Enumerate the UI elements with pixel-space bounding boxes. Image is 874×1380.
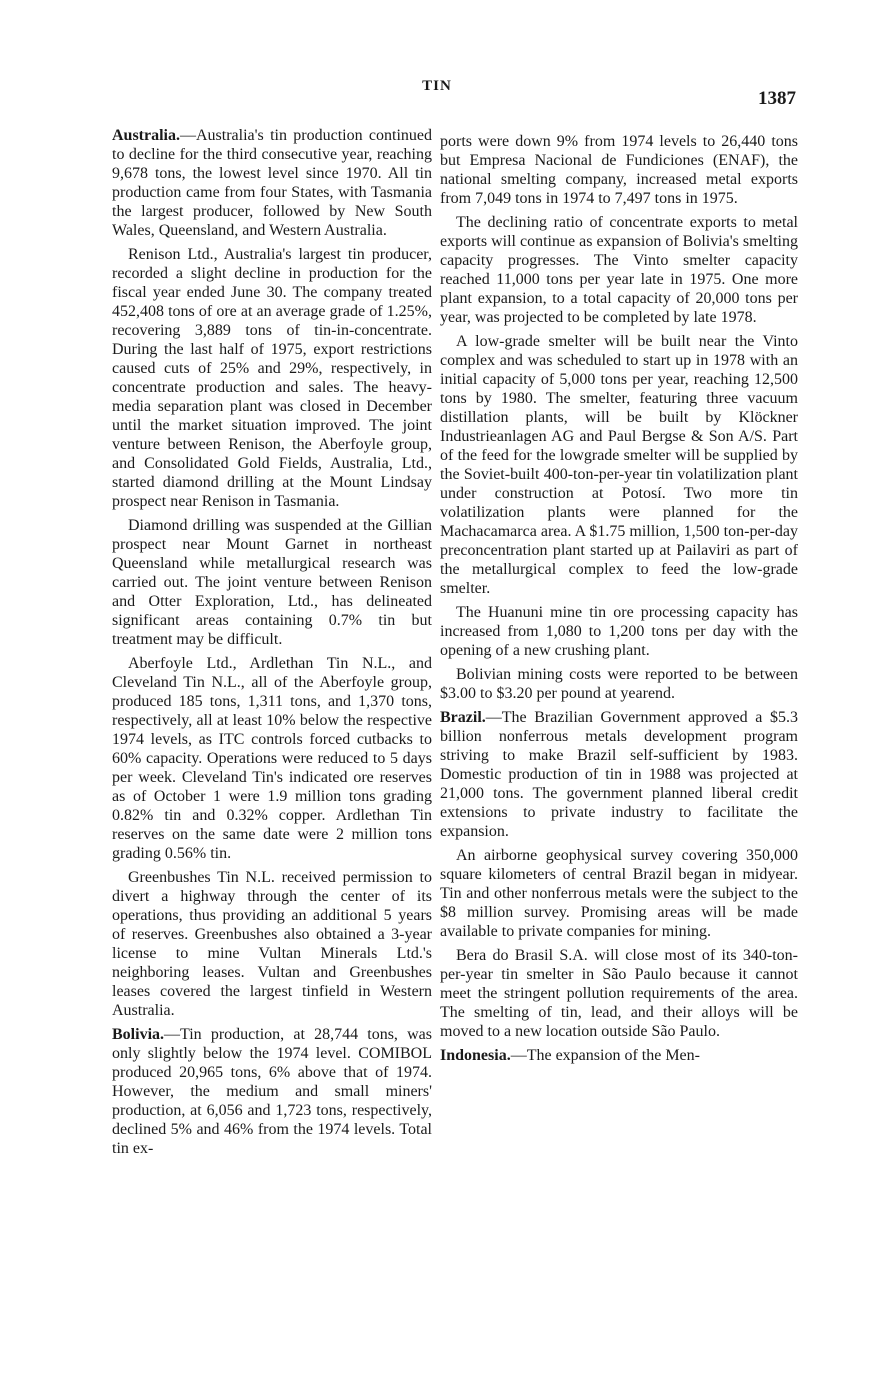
paragraph-smelting-capacity: The declining ratio of concentrate exports to metal exports will continue as expansion of Bolivia's smelting capacity progresses. The Vinto smelter capacity reached 11,000 tons per year late in 1975. One more plant expansion, to a total capacity of 20,000 tons per year, was projected to be completed by late 1978.	[440, 214, 798, 326]
paragraph-bera-do-brasil: Bera do Brasil S.A. will close most of its 340-ton-per-year tin smelter in São Paulo because it cannot meet the stringent pollution requirements of the area. The smelting of tin, lead, and their alloys will be moved to a new location outside São Paulo.	[440, 947, 798, 1040]
paragraph-bolivia	[112, 1025, 432, 1158]
right-column	[440, 132, 798, 1070]
running-header: TIN	[422, 78, 452, 94]
page-number: 1387	[758, 88, 796, 109]
paragraph-text: —Tin production, at 28,744 tons, was only slightly below the 1974 level. COMIBOL produced 20,965 tons, 6% above that of 1974. However, the medium and small miners' production, at 6,056 and 1,723 tons, respectively, declined 5% and 46% from the 1974 levels. Total tin ex-	[112, 1026, 432, 1157]
paragraph-greenbushes: Greenbushes Tin N.L. received permission to divert a highway through the center of its operations, thus providing an additional 5 years of reserves. Greenbushes also obtained a 3-year license to mine Vultan Minerals Ltd.'s neighboring leases. Vultan and Greenbushes leases covered the largest tinfield in Western Australia.	[112, 869, 432, 1019]
paragraph-text: —Australia's tin production continued to decline for the third consecutive year, reaching 9,678 tons, the lowest level since 1970. All tin production came from four States, with Tasmania the largest producer, followed by New South Wales, Queensland, and Western Australia.	[112, 127, 432, 239]
section-heading-brazil: Brazil.	[440, 709, 486, 726]
paragraph-renison: Renison Ltd., Australia's largest tin producer, recorded a slight decline in production for the fiscal year ended June 30. The company treated 452,408 tons of ore at an average grade of 1.25%, recovering 3,889 tons of tin-in-concentrate. During the last half of 1975, export restrictions caused cuts of 25% and 29%, respectively, in concentrate production and sales. The heavy-media separation plant was closed in December until the market situation improved. The joint venture between Renison, the Aberfoyle group, and Consolidated Gold Fields, Australia, Ltd., started diamond drilling at the Mount Lindsay prospect near Renison in Tasmania.	[112, 246, 432, 510]
section-heading-bolivia: Bolivia.	[112, 1026, 165, 1043]
paragraph-indonesia	[440, 1046, 798, 1065]
paragraph-low-grade-smelter: A low-grade smelter will be built near the Vinto complex and was scheduled to start up in 1978 with an initial capacity of 5,000 tons per year, reaching 12,500 tons by 1980. The smelter, featuring three vacuum distillation plants, will be built by Klöckner Industrieanlagen AG and Paul Bergse & Son A/S. Part of the feed for the lowgrade smelter will be supplied by the Soviet-built 400-ton-per-year tin volatilization plant under construction at Potosí. Two more tin volatilization plants were planned for the Machacamarca area. A $1.75 million, 1,500 ton-per-day preconcentration plant started up at Pailaviri as part of the metallurgical complex to feed the low-grade smelter.	[440, 333, 798, 597]
paragraph-gillian-prospect: Diamond drilling was suspended at the Gillian prospect near Mount Garnet in northeast Queensland while metallurgical research was carried out. The joint venture between Renison and Otter Exploration, Ltd., has delineated significant areas containing 0.7% tin but treatment may be difficult.	[112, 517, 432, 648]
paragraph-bolivia-exports: ports were down 9% from 1974 levels to 26,440 tons but Empresa Nacional de Fundiciones (ENAF), the national smelting company, increased metal exports from 7,049 tons in 1974 to 7,497 tons in 1975.	[440, 133, 798, 207]
paragraph-text: —The Brazilian Government approved a $5.3 billion nonferrous metals development program striving to make Brazil self-sufficient by 1983. Domestic production of tin in 1988 was projected at 21,000 tons. The government planned liberal credit extensions to private industry to facilitate the expansion.	[440, 709, 798, 840]
paragraph-huanuni-mine: The Huanuni mine tin ore processing capacity has increased from 1,080 to 1,200 tons per day with the opening of a new crushing plant.	[440, 604, 798, 659]
paragraph-australia	[112, 126, 432, 240]
paragraph-text: —The expansion of the Men-	[510, 1047, 700, 1064]
paragraph-brazil	[440, 708, 798, 841]
paragraph-mining-costs: Bolivian mining costs were reported to be between $3.00 to $3.20 per pound at yearend.	[440, 666, 798, 702]
paragraph-aberfoyle: Aberfoyle Ltd., Ardlethan Tin N.L., and Cleveland Tin N.L., all of the Aberfoyle group, produced 185 tons, 1,311 tons, and 1,370 tons, respectively, all at least 10% below the respective 1974 levels, as ITC controls forced cutbacks to 60% capacity. Operations were reduced to 5 days per week. Cleveland Tin's indicated ore reserves as of October 1 were 1.9 million tons grading 0.82% tin and 0.32% copper. Ardlethan Tin reserves on the same date were 2 million tons grading 0.56% tin.	[112, 655, 432, 862]
section-heading-indonesia: Indonesia.	[440, 1047, 511, 1064]
left-column	[112, 126, 432, 1163]
paragraph-geophysical-survey: An airborne geophysical survey covering 350,000 square kilometers of central Brazil began in midyear. Tin and other nonferrous metals were the subject to the $8 million survey. Promising areas will be made available to private companies for mining.	[440, 847, 798, 940]
section-heading-australia: Australia.	[112, 127, 180, 144]
